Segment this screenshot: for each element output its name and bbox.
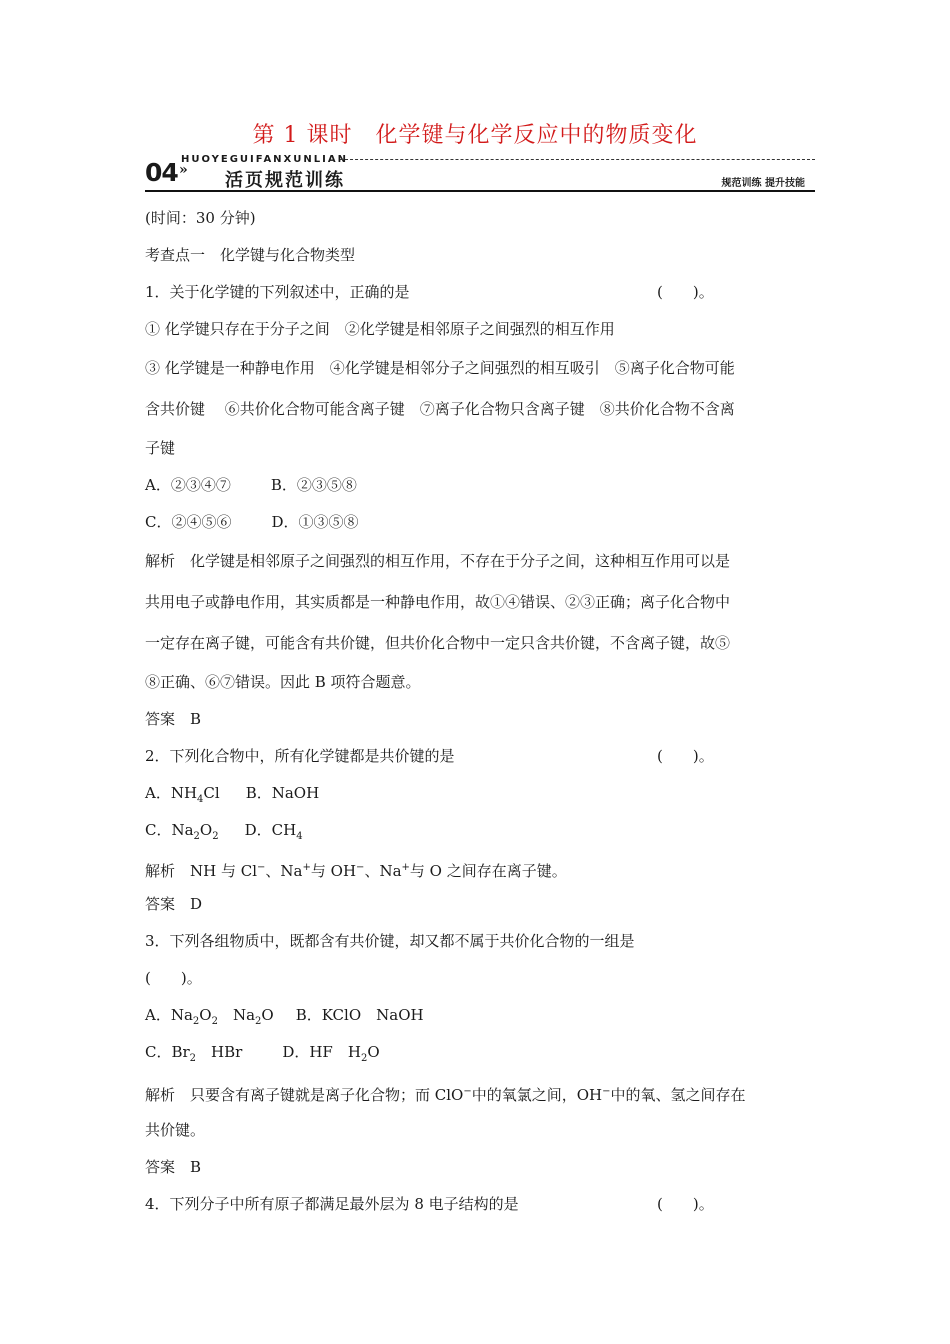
question-3-answer: 答案 B [145,1158,202,1176]
question-1-options-ab [145,467,810,504]
question-1-answer: 答案 B [145,710,202,728]
question-2-options-cd [145,812,810,849]
question-1-line: ① 化学键只存在于分子之间 ②化学键是相邻原子之间强烈的相互作用 [145,320,615,338]
question-1-analysis: 一定存在离子键，可能含有共价键，但共价化合物中一定只含共价键，不含离子键，故⑤ [145,634,731,652]
question-1-analysis: 解析 化学键是相邻原子之间强烈的相互作用，不存在于分子之间，这种相互作用可以是 [145,552,731,570]
answer-blank: ( )。 [657,747,714,765]
page-title: 第 1 课时 化学键与化学反应中的物质变化 [252,123,698,148]
banner-slogan: 规范训练 提升技能 [721,178,805,189]
option-b: B．KClO NaOH [295,1006,424,1024]
question-1-analysis: 共用电子或静电作用，其实质都是一种静电作用，故①④错误、②③正确；离子化合物中 [145,593,731,611]
answer-blank: ( )。 [145,969,202,987]
stem-text: 2．下列化合物中，所有化学键都是共价键的是 [145,747,455,765]
question-1-line: 子键 [145,439,176,457]
question-2-stem [145,738,810,775]
question-2-analysis: 解析 NH 与 Cl−、Na+与 OH−、Na+与 O 之间存在离子键。 [145,862,567,880]
question-4-stem [145,1186,810,1223]
time-limit: (时间：30 分钟) [145,209,256,227]
option-d: D．HF $H_2O$ [282,1043,380,1064]
banner-dashed-line [340,159,815,160]
stem-text: 1．关于化学键的下列叙述中，正确的是 [145,283,410,301]
option-c: C．②④⑤⑥ [145,513,232,531]
banner-heading: 活页规范训练 [225,170,345,191]
question-2-answer: 答案 D [145,895,203,913]
option-b: B．NaOH [245,784,320,802]
option-d: D．$CH_4$ [244,821,303,842]
question-1-options-cd [145,504,810,541]
question-1-analysis: ⑧正确、⑥⑦错误。因此 B 项符合题意。 [145,673,421,691]
answer-blank: ( )。 [657,283,714,301]
option-c: C．$Na_2O_2$ [145,821,219,842]
chevron-icon: » [179,162,188,178]
question-1-line: ③ 化学键是一种静电作用 ④化学键是相邻分子之间强烈的相互吸引 ⑤离子化合物可能 [145,359,735,377]
question-1-stem [145,274,810,311]
option-a: A．②③④⑦ [145,476,231,494]
stem-text: 4．下列分子中所有原子都满足最外层为 8 电子结构的是 [145,1195,519,1213]
banner-pinyin: HUOYEGUIFANXUNLIAN [181,154,348,165]
question-2-options-ab [145,775,810,812]
option-a: A．$NH_4Cl$ [145,784,220,805]
section-banner [145,152,815,194]
answer-blank: ( )。 [657,1195,714,1213]
banner-number: 04 [145,158,178,187]
banner-rule [145,190,815,192]
document-body [145,200,810,1223]
option-d: D．①③⑤⑧ [271,513,359,531]
question-3-options-cd [145,1034,810,1071]
question-3-analysis: 共价键。 [145,1121,206,1139]
question-3-analysis: 解析 只要含有离子键就是离子化合物；而 ClO−中的氧氯之间，OH−中的氧、氢之间存在 [145,1086,746,1104]
question-1-line: 含共价键 ⑥共价化合物可能含离子键 ⑦离子化合物只含离子键 ⑧共价化合物不含离 [145,400,735,418]
section-heading: 考查点一 化学键与化合物类型 [145,246,356,264]
option-c: C．$Br_2$ HBr [145,1043,243,1064]
question-3-stem: 3．下列各组物质中，既都含有共价键，却又都不属于共价化合物的一组是 [145,932,635,950]
option-b: B．②③⑤⑧ [270,476,357,494]
option-a: A．$Na_2O_2$ $Na_2O$ [145,1006,274,1027]
question-3-options-ab [145,997,810,1034]
